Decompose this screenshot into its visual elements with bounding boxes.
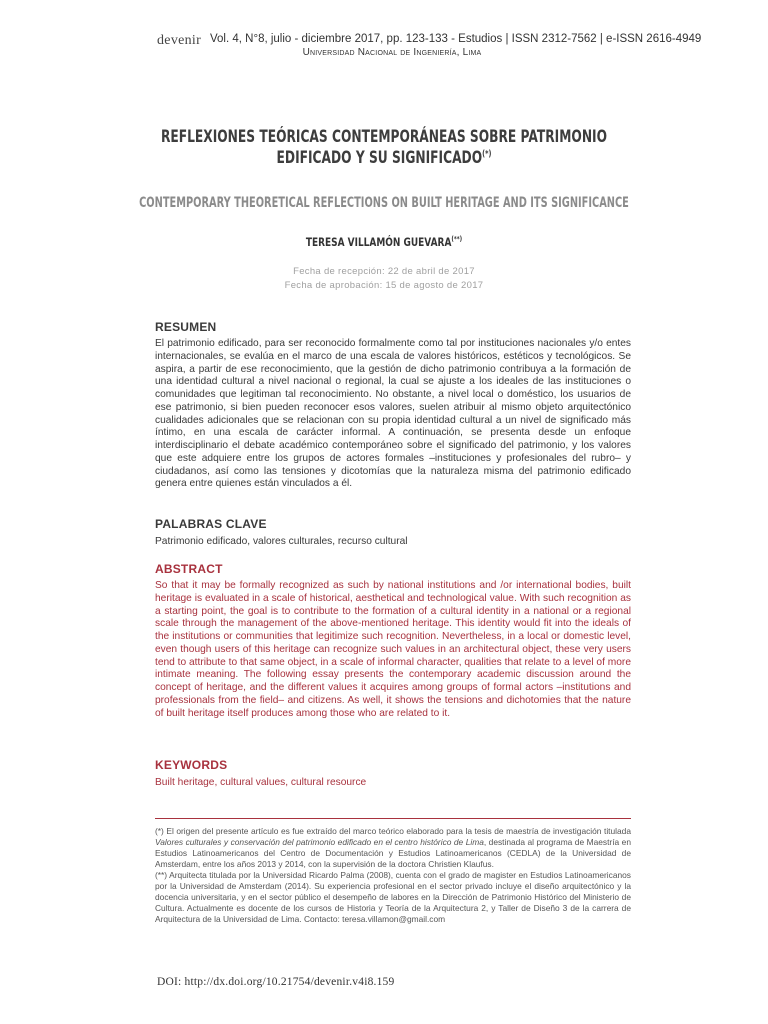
article-title bbox=[0, 127, 768, 169]
journal-institution bbox=[0, 47, 768, 58]
palabras-clave-heading: PALABRAS CLAVE bbox=[155, 517, 267, 531]
footnote-1 bbox=[155, 826, 631, 870]
resumen-text: El patrimonio edificado, para ser reconocido formalmente como tal por instituciones nacionales y/o entes internacionales, se evalúa en el marco de una escala de valores históricos, estéticos y tecnológicos. Se aspira, a partir de ese reconocimiento, que la gestión de dicho patrimonio contribuya a la formación de una identidad cultural a nivel nacional o regional, la cual se ajuste a los ideales de las instituciones o comunidades que legitiman tal reconocimiento. No obstante, a nivel local o doméstico, los usuarios de ese patrimonio, si bien pueden reconocer esos valores, suelen atribuir al mismo objeto arquitectónico cualidades adicionales que se relacionan con su propia identidad cultural a un nivel de significado más íntimo, en una escala de carácter informal. A continuación, se presenta desde un enfoque interdisciplinario el debate académico contemporáneo sobre el significado del patrimonio, y los valores que este adquiere entre los grupos de actores formales –instituciones y profesionales del rubro– y ciudadanos, así como las tensiones y dicotomías que la naturaleza misma del patrimonio edificado genera entre quienes están vinculados a él. bbox=[155, 338, 631, 490]
journal-issue-info: Vol. 4, N°8, julio - diciembre 2017, pp. 123-133 - Estudios | ISSN 2312-7562 | e-ISSN 2616-4949 bbox=[210, 33, 702, 45]
footnote-1-thesis-title: Valores culturales y conservación del patrimonio edificado en el centro histórico de Lima bbox=[155, 837, 484, 847]
subtitle-text: CONTEMPORARY THEORETICAL REFLECTIONS ON BUILT HERITAGE AND ITS SIGNIFICANCE bbox=[139, 195, 629, 211]
author-line bbox=[84, 235, 683, 249]
title-note-mark[interactable]: (*) bbox=[482, 149, 492, 160]
author-note-mark[interactable]: (**) bbox=[451, 235, 463, 244]
footnote-2: (**) Arquitecta titulada por la Universidad Ricardo Palma (2008), cuenta con el grado de magister en Estudios Latinoamericanos por la Universidad de Amsterdam (2014). Su experiencia profesional en el sector privado incluye el diseño arquitectónico y la docencia universitaria, y en el sector público el desempeño de labores en la Dirección de Patrimonio Histórico del Ministerio de Cultura. Actualmente es docente de los cursos de Historia y Teoría de la Arquitectura 2, y Taller de Diseño 3 de la carrera de Arquitectura de la Universidad de Lima. Contacto: teresa.villamon@gmail.com bbox=[155, 870, 631, 924]
keywords-heading: KEYWORDS bbox=[155, 758, 228, 772]
footnotes bbox=[155, 826, 631, 925]
date-approved: Fecha de aprobación: 15 de agosto de 2017 bbox=[284, 280, 484, 291]
author-name: TERESA VILLAMÓN GUEVARA bbox=[305, 235, 452, 249]
article-author bbox=[0, 235, 768, 249]
institution-text: Universidad Nacional de Ingeniería, Lima bbox=[302, 47, 482, 58]
resumen-heading: RESUMEN bbox=[155, 320, 217, 334]
title-line-1: REFLEXIONES TEÓRICAS CONTEMPORÁNEAS SOBRE PATRIMONIO bbox=[160, 127, 608, 147]
title-line-2 bbox=[108, 148, 661, 169]
journal-brand: devenir bbox=[157, 33, 202, 48]
submission-dates bbox=[0, 265, 768, 293]
abstract-heading: ABSTRACT bbox=[155, 562, 223, 576]
footnote-divider bbox=[155, 818, 631, 819]
abstract-text: So that it may be formally recognized as such by national institutions and /or international bodies, built heritage is evaluated in a scale of historical, aesthetical and technological value. With such recognition as a starting point, the goal is to contribute to the formation of a cultural identity in a national or a regional scale through the management of the above-mentioned heritage. This identity would fit into the ideals of the institutions or communities that legitimize such recognition. Nevertheless, in a local or domestic level, even though users of this heritage can recognize such values in an architectural object, these very users tend to attribute to that same object, in a scale of informal character, qualities that relate to a level of more intimate meaning. The following essay presents the contemporary academic discussion around the concept of heritage, and the different values it acquires among groups of formal actors –institutions and professionals from the field– and citizens. As well, it shows the tensions and dichotomies that the nature of built heritage itself produces among those who are related to it. bbox=[155, 580, 631, 719]
palabras-clave-text: Patrimonio edificado, valores culturales, recurso cultural bbox=[155, 536, 408, 547]
keywords-text: Built heritage, cultural values, cultural resource bbox=[155, 777, 367, 788]
footnote-1-lead: (*) El origen del presente artículo es fue extraído del marco teórico elaborado para la tesis de maestría de investigación titulada bbox=[155, 826, 631, 836]
article-subtitle bbox=[0, 195, 768, 211]
title-line-2-text: EDIFICADO Y SU SIGNIFICADO bbox=[276, 148, 483, 168]
doi-link[interactable]: DOI: http://dx.doi.org/10.21754/devenir.v4i8.159 bbox=[157, 976, 395, 988]
date-received: Fecha de recepción: 22 de abril de 2017 bbox=[293, 266, 475, 277]
footnote-1-rest: , destinada al programa de Maestría en Estudios Latinoamericanos del Centro de Documentación y Estudios Latinoamericanos (CEDLA) de la Universidad de Amsterdam, entre los años 2013 y 2014, con la supervisión de la doctora Christien Klaufus. bbox=[155, 837, 631, 869]
